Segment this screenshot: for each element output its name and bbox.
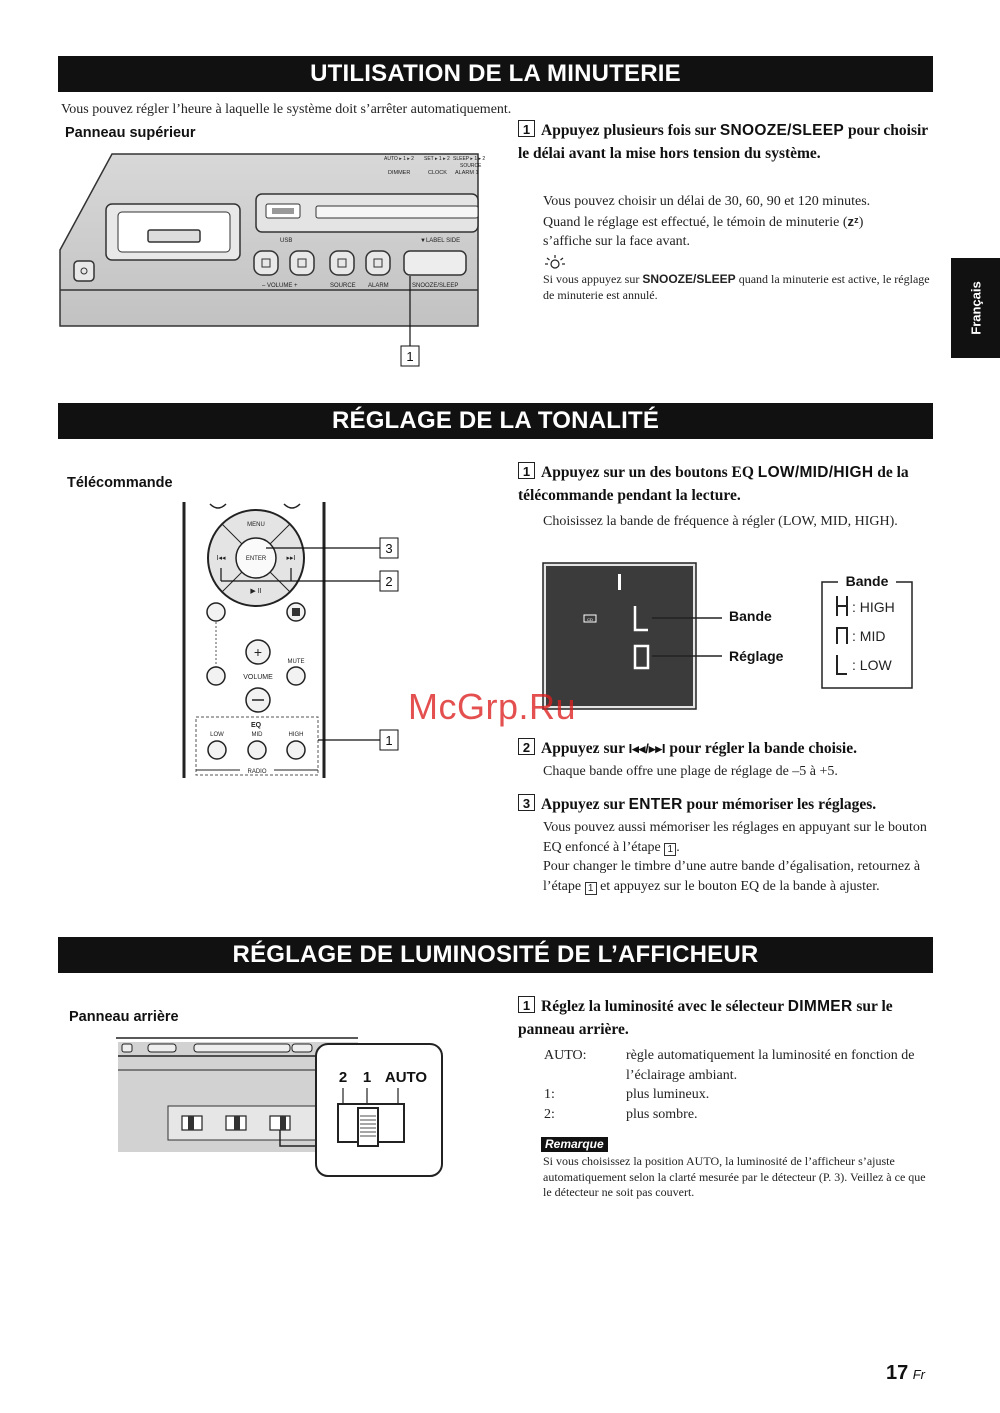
- section-title-timer: UTILISATION DE LA MINUTERIE: [58, 56, 933, 92]
- brightness-step-1-title: [518, 996, 933, 1041]
- dimmer-text: DIMMER: [388, 170, 411, 176]
- prev-icon: I◂◂: [216, 555, 226, 562]
- volume-label: – VOLUME +: [262, 283, 298, 289]
- source-top-text: SOURCE: [460, 163, 482, 169]
- tip-text: quand la minuterie est active, le réglage de minuterie est annulé.: [543, 272, 930, 302]
- sleep-switch-label: SLEEP ▸ 1 ▸ 2: [453, 156, 486, 162]
- step-number: 1: [518, 120, 535, 137]
- alarm-text: ALARM 1: [455, 170, 479, 176]
- key-name: SNOOZE/SLEEP: [719, 122, 845, 139]
- step-number: 1: [518, 996, 535, 1013]
- option-text: plus sombre.: [626, 1106, 698, 1122]
- key-name: LOW/MID/HIGH: [757, 464, 874, 481]
- step-text: Appuyez sur: [541, 740, 625, 757]
- timer-intro: Vous pouvez régler l’heure à laquelle le système doit s’arrêter automatiquement.: [61, 102, 512, 117]
- key-name: DIMMER: [787, 998, 853, 1015]
- step-text: Appuyez sur un des boutons EQ: [541, 464, 754, 481]
- body-line: Vous pouvez choisir un délai de 30, 60, 90 et 120 minutes.: [543, 194, 871, 209]
- step-text: pour choisir le délai avant la mise hors tension du système.: [518, 122, 928, 162]
- legend-title: Bande: [845, 573, 889, 589]
- step-text: pour mémoriser les réglages.: [686, 796, 877, 813]
- option-row: [544, 1105, 932, 1125]
- eq-high-label: HIGH: [288, 732, 304, 738]
- callout-3-remote: 3: [385, 541, 393, 556]
- option-row: [544, 1085, 932, 1105]
- tip-text: Si vous appuyez sur: [543, 272, 640, 286]
- play-pause-icon: ▶ II: [250, 588, 262, 595]
- body-text: .: [676, 839, 680, 855]
- tip-lightbulb-icon: [544, 254, 566, 272]
- top-panel-label: Panneau supérieur: [65, 125, 196, 141]
- remark-badge: Remarque: [541, 1137, 608, 1152]
- body-line: s’affiche sur la face avant.: [543, 234, 691, 249]
- step-text: Appuyez sur: [541, 796, 625, 813]
- body-line: [543, 212, 933, 233]
- language-tab-label: Français: [968, 281, 983, 335]
- rear-panel-label: Panneau arrière: [69, 1009, 179, 1025]
- sleep-indicator-icon: zᶻ: [847, 213, 859, 229]
- body-text: Vous pouvez aussi mémoriser les réglages en appuyant sur le bouton EQ enfoncé à l’étape: [543, 820, 927, 855]
- key-name: ENTER: [628, 796, 683, 813]
- body-text: Pour changer le timbre d’une autre bande d’égalisation, retournez à l’étape: [543, 859, 921, 894]
- tone-step-2-body: Chaque bande offre une plage de réglage de –5 à +5.: [543, 764, 838, 779]
- step-text: Réglez la luminosité avec le sélecteur: [541, 998, 784, 1015]
- remote-label: Télécommande: [67, 475, 173, 491]
- dimmer-switch-label: AUTO ▸ 1 ▸ 2: [384, 156, 414, 162]
- prev-next-icon: I◂◂/▸▸I: [628, 741, 666, 756]
- remote-illustration: [180, 500, 412, 782]
- option-key: 1:: [544, 1087, 555, 1102]
- section-title-brightness: RÉGLAGE DE LUMINOSITÉ DE L’AFFICHEUR: [58, 937, 933, 973]
- svg-text:+: +: [253, 644, 263, 660]
- legend-high: : HIGH: [852, 599, 895, 615]
- step-text: Appuyez plusieurs fois sur: [541, 122, 716, 139]
- page-footer: [886, 1362, 925, 1385]
- brightness-options: [544, 1046, 932, 1124]
- option-row: [544, 1046, 932, 1085]
- step-number: 1: [518, 462, 535, 479]
- tone-step-1-body: Choisissez la bande de fréquence à régler (LOW, MID, HIGH).: [543, 514, 898, 529]
- tone-step-2-title: [518, 738, 933, 761]
- enter-label: ENTER: [245, 556, 267, 562]
- switch-pos-auto: AUTO: [384, 1069, 428, 1086]
- alarm-label: ALARM: [368, 283, 389, 289]
- display-illustration: [542, 562, 932, 722]
- menu-label: MENU: [247, 522, 265, 528]
- eq-mid-label: MID: [251, 732, 263, 738]
- callout-1-remote: 1: [385, 733, 393, 748]
- body-text: et appuyez sur le bouton EQ de la bande à ajuster.: [600, 878, 880, 894]
- callout-1-timer: 1: [406, 349, 414, 364]
- snooze-label: SNOOZE/SLEEP: [412, 283, 459, 289]
- usb-label: USB: [280, 238, 293, 244]
- key-name: SNOOZE/SLEEP: [642, 272, 736, 286]
- next-icon: ▸▸I: [286, 555, 296, 562]
- step-text: de la télécommande pendant la lecture.: [518, 464, 909, 504]
- option-text: plus lumineux.: [626, 1087, 710, 1102]
- body-text: Quand le réglage est effectué, le témoin de minuterie (: [543, 214, 848, 230]
- page-lang: Fr: [912, 1367, 925, 1382]
- source-label: SOURCE: [330, 283, 356, 289]
- switch-pos-2: 2: [338, 1069, 348, 1086]
- clock-text: CLOCK: [428, 170, 447, 176]
- rear-panel-illustration: [116, 1036, 446, 1180]
- eq-low-label: LOW: [210, 732, 224, 738]
- timer-step-1-title: [518, 120, 928, 165]
- legend-low: : LOW: [852, 657, 892, 673]
- step-ref: 1: [585, 882, 597, 895]
- cd-indicator: CD: [587, 617, 593, 622]
- timer-tip: [543, 272, 933, 303]
- label-side-text: ▼LABEL SIDE: [420, 238, 461, 244]
- radio-label: RADIO: [247, 769, 267, 775]
- volume-remote-label: VOLUME: [243, 674, 273, 681]
- option-key: 2:: [544, 1106, 555, 1122]
- option-text: règle automatiquement la luminosité en fonction de l’éclairage ambiant.: [626, 1048, 915, 1083]
- step-ref: 1: [664, 843, 676, 856]
- section-title-tone: RÉGLAGE DE LA TONALITÉ: [58, 403, 933, 439]
- setting-label: Réglage: [729, 648, 784, 664]
- eq-label: EQ: [250, 722, 262, 729]
- tone-step-3-title: [518, 794, 933, 817]
- tone-step-3-body: [543, 818, 931, 896]
- language-tab: [951, 258, 1000, 358]
- top-panel-illustration: [58, 150, 486, 372]
- tone-step-1-title: [518, 462, 933, 507]
- page-number: 17: [886, 1362, 909, 1384]
- callout-2-remote: 2: [385, 574, 393, 589]
- step-text: sur le panneau arrière.: [518, 998, 893, 1038]
- step-number: 2: [518, 738, 535, 755]
- band-label: Bande: [729, 608, 772, 624]
- switch-pos-1: 1: [362, 1069, 372, 1086]
- legend-mid: : MID: [852, 628, 886, 644]
- clock-switch-label: SET ▸ 1 ▸ 2: [424, 156, 450, 162]
- step-number: 3: [518, 794, 535, 811]
- option-key: AUTO:: [544, 1048, 587, 1063]
- mute-label: MUTE: [287, 659, 305, 665]
- remark-text: Si vous choisissez la position AUTO, la luminosité de l’afficheur s’ajuste automatiquement selon la clarté mesurée par le détecteur (P. 3). Veillez à ce que le détecteur ne soit pas couvert.: [543, 1154, 926, 1199]
- body-text: ): [858, 214, 864, 230]
- timer-step-1-body: [543, 192, 933, 252]
- step-text: pour régler la bande choisie.: [669, 740, 857, 757]
- watermark: McGrp.Ru: [408, 686, 577, 727]
